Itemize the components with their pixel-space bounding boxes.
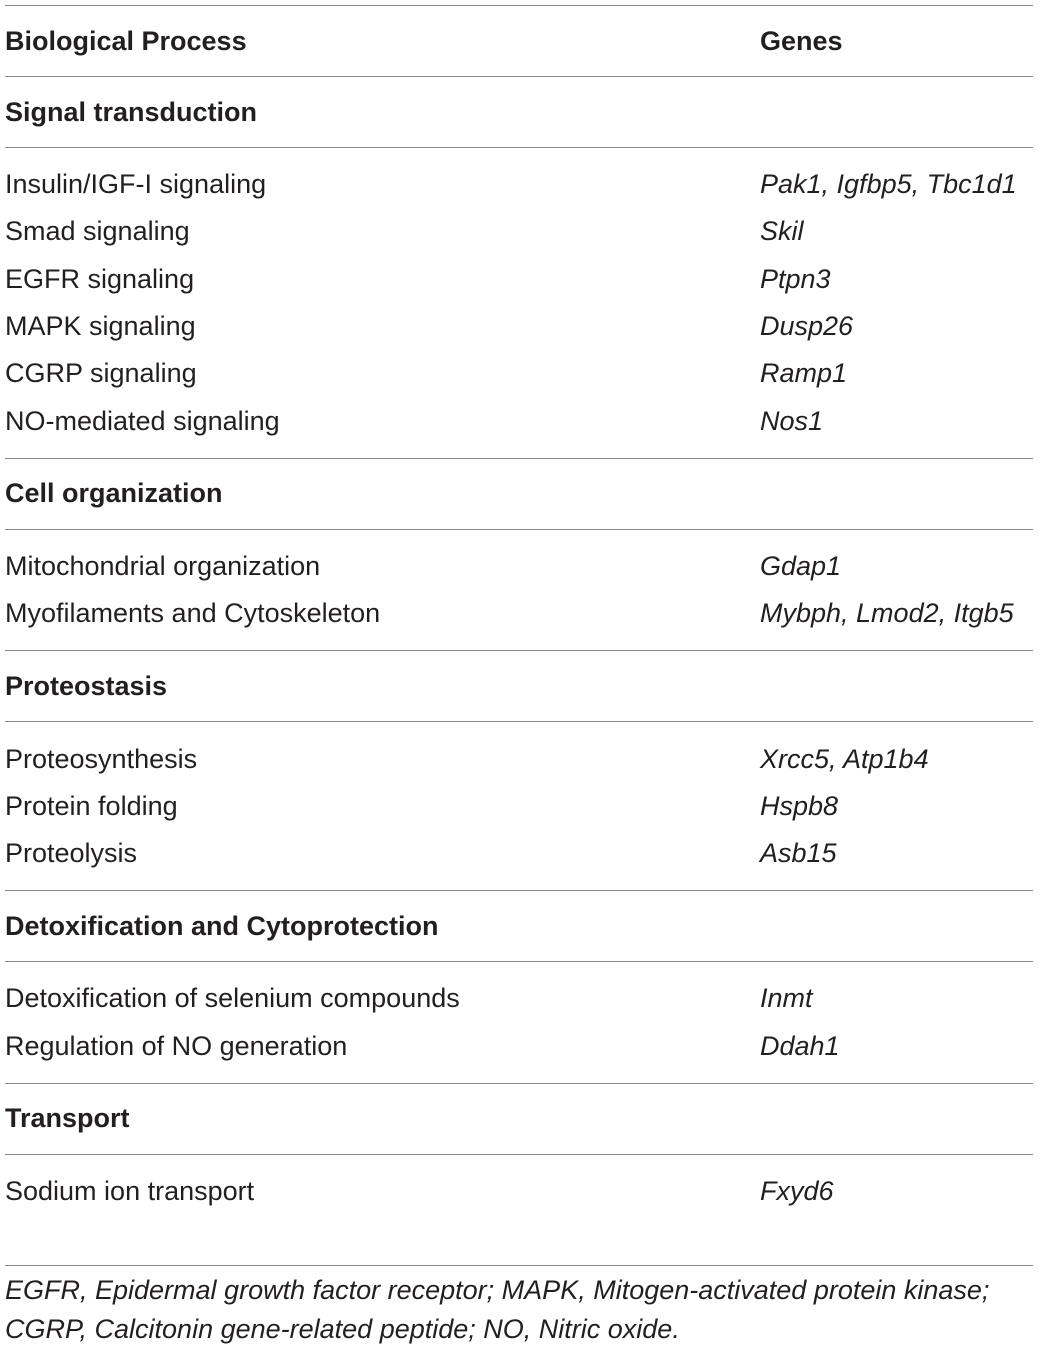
- section-rows: [5, 722, 1033, 890]
- genes-cell: Fxyd6: [760, 1176, 834, 1206]
- genes-cell: Nos1: [760, 405, 824, 436]
- genes-cell: Ramp1: [760, 358, 848, 389]
- table-footnote: [5, 1266, 1033, 1349]
- genes-cell: Ddah1: [760, 1030, 840, 1061]
- process-cell: Smad signaling: [5, 216, 190, 247]
- process-cell: Sodium ion transport: [5, 1176, 255, 1206]
- table-row: [5, 975, 1033, 1022]
- process-cell: Proteosynthesis: [5, 743, 198, 774]
- table-row: [5, 161, 1033, 208]
- process-cell: Proteolysis: [5, 838, 138, 869]
- table-row: [5, 783, 1033, 830]
- section-title: Cell organization: [5, 478, 223, 509]
- section-rows: [5, 962, 1033, 1083]
- section-heading: [5, 651, 1033, 721]
- genes-cell: Inmt: [760, 983, 813, 1014]
- genes-cell: Asb15: [760, 838, 837, 869]
- section-heading: [5, 77, 1033, 147]
- table-header-row: [5, 6, 1033, 76]
- header-biological-process: Biological Process: [5, 25, 247, 56]
- process-cell: Insulin/IGF-I signaling: [5, 169, 267, 200]
- table-row: [5, 256, 1033, 303]
- section-rows: [5, 148, 1033, 458]
- genes-cell: Ptpn3: [760, 263, 831, 294]
- section-title: Signal transduction: [5, 96, 258, 127]
- footnote-line: EGFR, Epidermal growth factor receptor; MAPK, Mitogen-activated protein kinase;: [5, 1275, 990, 1306]
- process-cell: Myofilaments and Cytoskeleton: [5, 598, 381, 629]
- table-row: [5, 735, 1033, 782]
- section-rows: [5, 530, 1033, 651]
- genes-cell: Pak1, Igfbp5, Tbc1d1: [760, 169, 1017, 200]
- process-cell: MAPK signaling: [5, 311, 196, 342]
- process-cell: NO-mediated signaling: [5, 405, 280, 436]
- table-row: [5, 830, 1033, 877]
- table-row: [5, 1023, 1033, 1070]
- process-cell: Detoxification of selenium compounds: [5, 983, 460, 1014]
- section-heading: [5, 1084, 1033, 1154]
- table-row: [5, 590, 1033, 637]
- process-cell: CGRP signaling: [5, 358, 197, 389]
- table-row: [5, 303, 1033, 350]
- genes-cell: Mybph, Lmod2, Itgb5: [760, 598, 1014, 629]
- genes-cell: Skil: [760, 216, 804, 247]
- table-row: [5, 543, 1033, 590]
- footnote-line: CGRP, Calcitonin gene-related peptide; NO, Nitric oxide.: [5, 1314, 680, 1345]
- table-row: [5, 208, 1033, 255]
- header-genes: Genes: [760, 25, 843, 56]
- section-heading: [5, 459, 1033, 529]
- genes-cell: Dusp26: [760, 311, 854, 342]
- process-cell: Mitochondrial organization: [5, 550, 321, 581]
- table-row: [5, 397, 1033, 444]
- section-title: Detoxification and Cytoprotection: [5, 910, 439, 941]
- genes-cell: Gdap1: [760, 550, 842, 581]
- process-cell: Regulation of NO generation: [5, 1030, 348, 1061]
- table-row: [5, 1168, 1033, 1215]
- genes-cell: Xrcc5, Atp1b4: [760, 743, 929, 774]
- genes-cell: Hspb8: [760, 790, 839, 821]
- section-title: Proteostasis: [5, 670, 168, 701]
- section-rows: [5, 1155, 1033, 1265]
- biological-process-table: [5, 5, 1033, 1349]
- process-cell: Protein folding: [5, 790, 178, 821]
- section-heading: [5, 891, 1033, 961]
- process-cell: EGFR signaling: [5, 263, 195, 294]
- table-row: [5, 350, 1033, 397]
- section-title: Transport: [5, 1103, 130, 1134]
